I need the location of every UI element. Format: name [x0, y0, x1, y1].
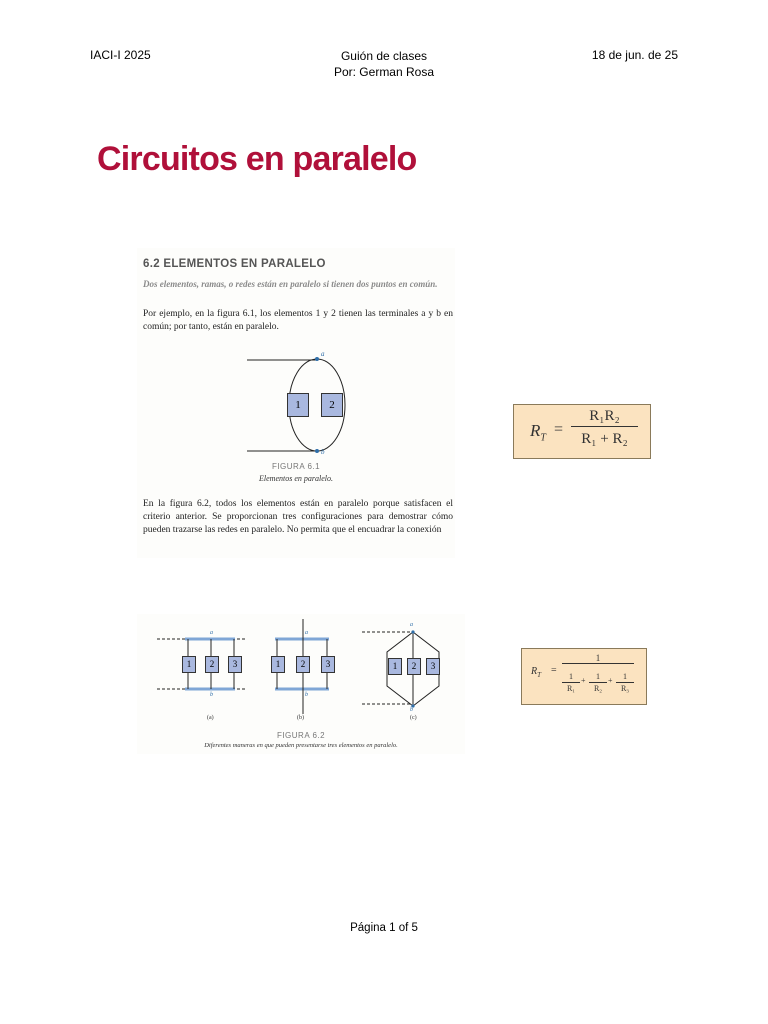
formula3-frac2-num: 1 [589, 671, 607, 683]
fig62-label-a: (a) [207, 715, 214, 721]
fig62b-node-b: b [305, 692, 308, 698]
header-author: Por: German Rosa [333, 65, 435, 79]
fig62-label-b: (b) [297, 715, 304, 721]
figure-6-2-number: FIGURA 6.2 [276, 731, 326, 740]
node-b-label: b [321, 448, 325, 456]
fig62a-element-1: 1 [182, 656, 196, 673]
fig62-label-c: (c) [410, 715, 417, 721]
section-paragraph-1: Por ejemplo, en la figura 6.1, los elementos 1 y 2 tienen las terminales a y b en común; por tanto, están en paralelo. [143, 309, 453, 332]
formula3-frac2-den: R₂ [593, 684, 603, 693]
formula-equals: = [554, 421, 564, 438]
fig62b-element-2: 2 [296, 656, 310, 673]
section-title: 6.2 ELEMENTOS EN PARALELO [143, 258, 326, 270]
fig62a-element-2: 2 [205, 656, 219, 673]
fig62b-node-a: a [305, 630, 308, 636]
fig62a-node-a: a [210, 630, 213, 636]
formula-two-resistors [513, 404, 651, 459]
fig62c-element-2: 2 [407, 658, 421, 675]
formula3-plus-2: + [608, 676, 613, 685]
formula3-lhs: R [531, 666, 538, 677]
formula3-frac3-den: R₃ [620, 684, 630, 693]
formula3-lhs-sub: T [537, 671, 542, 679]
figure-6-2-caption: Diferentes maneras en que pueden presentarse tres elementos en paralelo. [204, 742, 398, 749]
section-paragraph-2: En la figura 6.2, todos los elementos están en paralelo porque satisfacen el criterio anterior. Se proporcionan tres configuraciones para demostrar cómo pueden trazarse las redes en paralelo. No permita que el encuadrar la conexión [143, 499, 453, 535]
figure-6-1-number: FIGURA 6.1 [271, 462, 321, 471]
formula3-equals: = [551, 665, 557, 676]
page-title: Circuitos en paralelo [97, 140, 417, 178]
figure-6-2 [137, 614, 465, 754]
header-guide: Guión de clases [340, 49, 428, 63]
header-date: 18 de jun. de 25 [591, 48, 678, 62]
fig62a-element-3: 3 [228, 656, 242, 673]
fig62b-element-3: 3 [321, 656, 335, 673]
header-course: IACI-I 2025 [90, 48, 151, 62]
formula3-plus-1: + [581, 676, 586, 685]
formula3-numerator: 1 [562, 653, 634, 664]
fig62b-element-1: 1 [271, 656, 285, 673]
fig62c-node-a: a [410, 622, 413, 628]
section-definition: Dos elementos, ramas, o redes están en paralelo si tienen dos puntos en común. [143, 279, 438, 289]
element-1-box: 1 [287, 393, 309, 417]
formula-lhs-sub: T [540, 432, 546, 444]
formula-numerator: R₁R₂ [571, 408, 638, 427]
node-a-label: a [321, 350, 325, 358]
page-footer: Página 1 of 5 [350, 922, 418, 934]
formula3-frac1-den: R₁ [566, 684, 576, 693]
formula3-frac3-num: 1 [616, 671, 634, 683]
element-2-box: 2 [321, 393, 343, 417]
formula-denominator: R₁ + R₂ [581, 431, 628, 447]
fig62c-element-3: 3 [426, 658, 440, 675]
fig62a-node-b: b [210, 692, 213, 698]
fig62c-node-b: b [410, 707, 413, 713]
figure-6-1-wires [137, 248, 455, 488]
formula3-frac1-num: 1 [562, 671, 580, 683]
formula-lhs: R [530, 421, 541, 440]
textbook-excerpt [137, 248, 455, 558]
fig62c-element-1: 1 [388, 658, 402, 675]
figure-6-1-caption: Elementos en paralelo. [259, 474, 333, 483]
formula-three-resistors [521, 648, 647, 705]
